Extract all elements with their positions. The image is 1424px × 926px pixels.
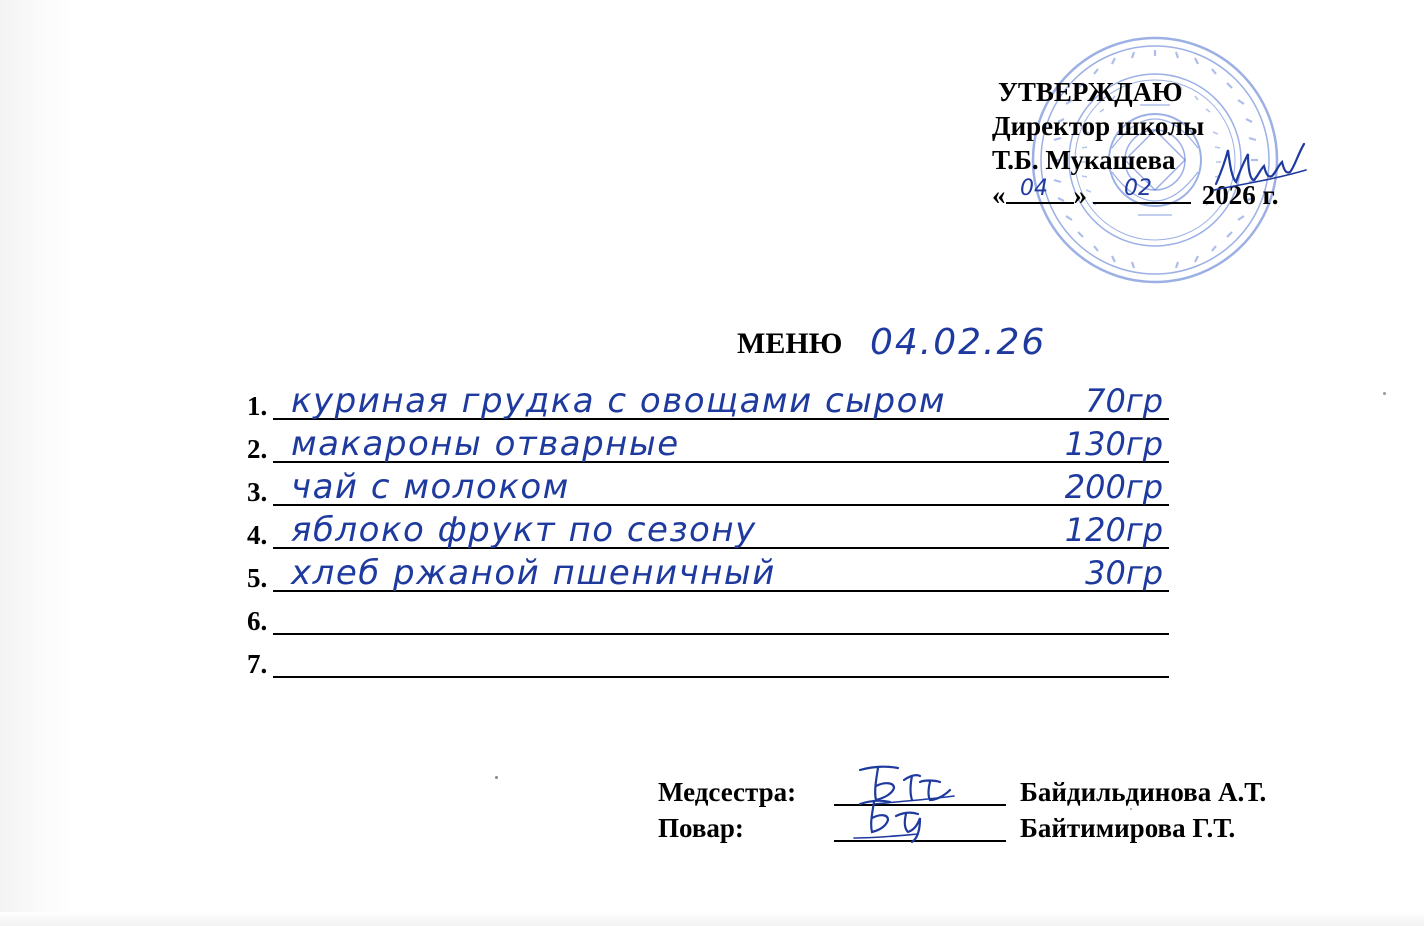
menu-item-line <box>273 676 1169 678</box>
menu-item-number: 5. <box>247 563 268 593</box>
menu-item-number: 1. <box>247 391 268 421</box>
date-open-quote: « <box>992 180 1006 210</box>
nurse-name: Байдильдинова А.Т. <box>1020 777 1267 807</box>
scan-bottom-shadow <box>0 912 1424 926</box>
scan-speck <box>1383 392 1386 395</box>
date-close-quote: » <box>1073 180 1087 210</box>
director-position: Директор школы <box>992 111 1205 141</box>
menu-item-dish: чай с молоком <box>291 467 570 507</box>
cook-name: Байтимирова Г.Т. <box>1020 813 1236 843</box>
menu-item-number: 2. <box>247 434 268 464</box>
menu-item <box>247 595 1177 638</box>
scan-speck <box>495 776 498 779</box>
cook-role-label: Повар: <box>658 813 744 843</box>
approval-heading: УТВЕРЖДАЮ <box>998 77 1183 107</box>
menu-item-portion: 120гр <box>1064 511 1163 549</box>
nurse-role-label: Медсестра: <box>658 777 797 807</box>
menu-item-dish: яблоко фрукт по сезону <box>291 510 757 550</box>
date-day-handwritten: 04 <box>1020 176 1048 201</box>
menu-item-portion: 30гр <box>1085 554 1163 592</box>
menu-item-number: 7. <box>247 649 268 679</box>
scan-edge-shadow <box>0 0 72 926</box>
menu-item-dish: макароны отварные <box>291 424 680 464</box>
menu-title: МЕНЮ <box>737 327 843 360</box>
menu-item-portion: 130гр <box>1064 425 1163 463</box>
menu-item-number: 3. <box>247 477 268 507</box>
menu-item <box>247 380 1177 423</box>
date-year: 2026 г. <box>1201 180 1279 210</box>
menu-item <box>247 423 1177 466</box>
menu-item-number: 6. <box>247 606 268 636</box>
date-month-handwritten: 02 <box>1124 176 1152 201</box>
cook-signature-icon <box>846 794 956 844</box>
menu-item <box>247 552 1177 595</box>
menu-date-handwritten: 04.02.26 <box>870 322 1047 363</box>
director-signature-icon <box>1212 140 1308 196</box>
menu-item-portion: 70гр <box>1085 382 1163 420</box>
scan-speck <box>1130 808 1132 810</box>
menu-item-dish: куриная грудка с овощами сыром <box>291 381 947 421</box>
menu-item-dish: хлеб ржаной пшеничный <box>291 553 776 593</box>
director-name: Т.Б. Мукашева <box>992 145 1176 175</box>
menu-item-number: 4. <box>247 520 268 550</box>
menu-list <box>247 380 1177 681</box>
menu-item-portion: 200гр <box>1064 468 1163 506</box>
menu-item <box>247 638 1177 681</box>
menu-item <box>247 509 1177 552</box>
menu-item <box>247 466 1177 509</box>
menu-item-line <box>273 633 1169 635</box>
